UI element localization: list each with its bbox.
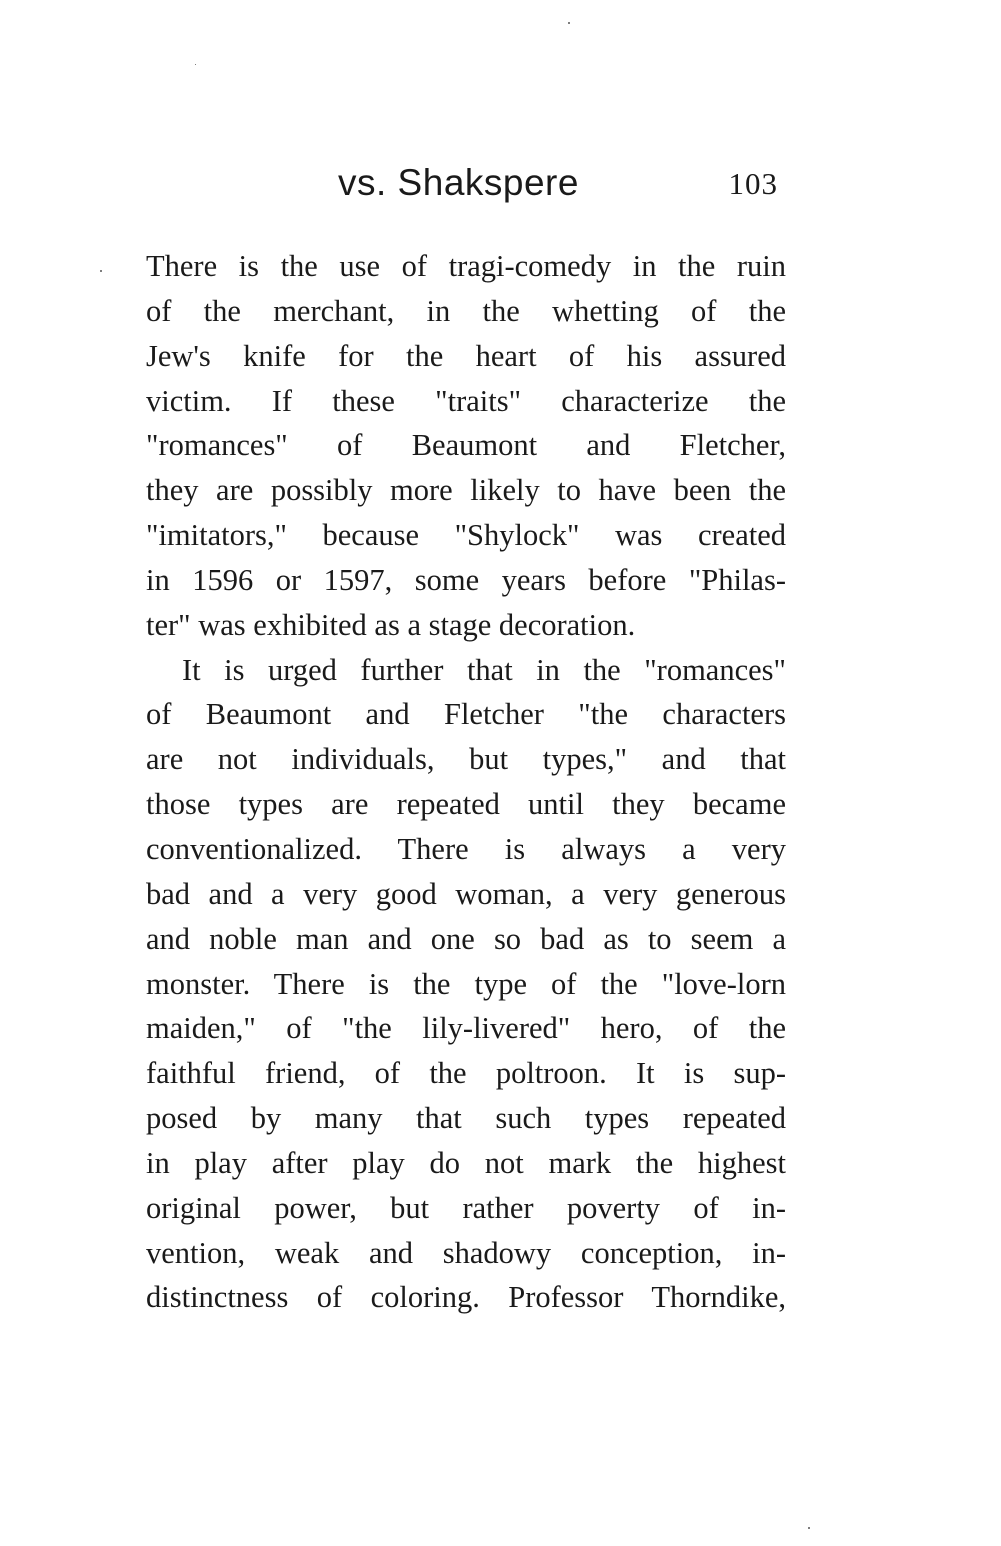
text-line: bad and a very good woman, a very generous xyxy=(146,876,786,911)
text-line: "romances" of Beaumont and Fletcher, xyxy=(146,428,786,463)
text-line: monster. There is the type of the "love-lorn xyxy=(146,966,786,1001)
text-line: are not individuals, but types," and that xyxy=(146,742,786,777)
text-line: victim. If these "traits" characterize the xyxy=(146,383,786,418)
running-head xyxy=(146,162,786,212)
page-number: 103 xyxy=(728,166,778,201)
text-line: ter" was exhibited as a stage decoration. xyxy=(146,607,636,642)
text-line: of Beaumont and Fletcher "the characters xyxy=(146,697,786,732)
text-line: maiden," of "the lily-livered" hero, of the xyxy=(146,1011,786,1046)
text-line: of the merchant, in the whetting of the xyxy=(146,293,786,328)
text-line: posed by many that such types repeated xyxy=(146,1101,786,1136)
scan-speck xyxy=(100,270,102,272)
text-line: original power, but rather poverty of in- xyxy=(146,1190,786,1225)
text-line: vention, weak and shadowy conception, in- xyxy=(146,1235,786,1270)
scan-speck xyxy=(808,1527,810,1529)
scan-speck xyxy=(195,64,196,65)
paragraph-1 xyxy=(146,244,786,648)
text-line: those types are repeated until they became xyxy=(146,787,786,822)
running-title: vs. Shakspere xyxy=(338,162,579,203)
text-line: faithful friend, of the poltroon. It is sup- xyxy=(146,1056,786,1091)
text-line: in 1596 or 1597, some years before "Philas- xyxy=(146,562,786,597)
text-line: conventionalized. There is always a very xyxy=(146,831,786,866)
text-line: and noble man and one so bad as to seem a xyxy=(146,921,786,956)
body-text xyxy=(146,244,786,1320)
text-line: in play after play do not mark the highest xyxy=(146,1145,786,1180)
text-line: they are possibly more likely to have been the xyxy=(146,473,786,508)
text-line: "imitators," because "Shylock" was created xyxy=(146,518,786,553)
text-line: There is the use of tragi-comedy in the ruin xyxy=(146,249,786,283)
text-line: distinctness of coloring. Professor Thorndike, xyxy=(146,1280,786,1315)
text-line: Jew's knife for the heart of his assured xyxy=(146,338,786,373)
paragraph-2 xyxy=(146,648,786,1321)
scan-speck xyxy=(568,22,570,24)
text-line: It is urged further that in the "romances" xyxy=(182,652,786,687)
